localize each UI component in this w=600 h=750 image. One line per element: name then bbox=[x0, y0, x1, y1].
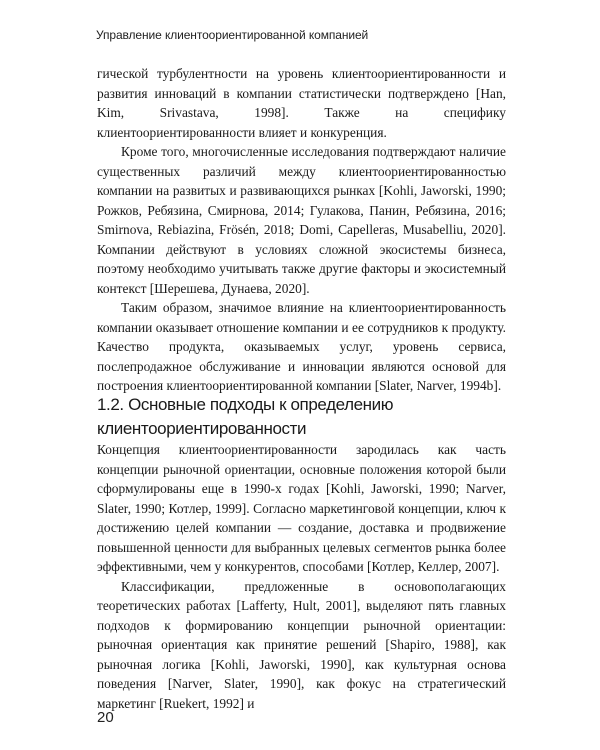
paragraph: Концепция клиентоориентированности зародилась как часть концепции рыночной ориентации, основные положения которой были сформулированы еще в 1990-х годах [Kohli, Jaworski, 1990; Narver, Slater, 1990; Котлер, 1999]. Согласно маркетинговой концепции, ключ к достижению целей компании — создание, доставка и продвижение повышенной ценности для выбранных целевых сегментов рынка более эффективными, чем у конкурентов, способами [Котлер, Келлер, 2007]. bbox=[97, 442, 506, 574]
text-block-before-section bbox=[97, 64, 506, 396]
paragraph-continuation: гической турбулентности на уровень клиентоориентированности и развития инноваций в компании статистически подтверждено [Han, Kim, Srivastava, 1998]. Также на специфику клиентоориентированности влияет и конкуренция. bbox=[97, 66, 506, 140]
paragraph: Кроме того, многочисленные исследования подтверждают наличие существенных различий между клиентоориентированностью компании на развитых и развивающихся рынках [Kohli, Jaworski, 1990; Рожков, Ребязина, Смирнова, 2014; Гулакова, Панин, Ребязина, 2016; Smirnova, Rebiazina, Frösén, 2018; Domi, Capelleras, Musabelliu, 2020]. Компании действуют в условиях сложной экосистемы бизнеса, поэтому необходимо учитывать также другие факторы и экосистемный контекст [Шерешева, Дунаева, 2020]. bbox=[97, 144, 506, 296]
paragraph: Таким образом, значимое влияние на клиентоориентированность компании оказывает отношение компании и ее сотрудников к продукту. Качество продукта, оказываемых услуг, уровень сервиса, послепродажное обслуживание и инновации являются основой для построения клиентоориентированной компании [Slater, Narver, 1994b]. bbox=[97, 300, 506, 393]
section-heading: 1.2. Основные подходы к определению клиентоориентированности bbox=[97, 395, 394, 438]
paragraph: Классификации, предложенные в основополагающих теоретических работах [Lafferty, Hult, 2001], выделяют пять главных подходов к формированию концепции рыночной ориентации: рыночная ориентация как принятие решений [Shapiro, 1988], как рыночная логика [Kohli, Jaworski, 1990], как культурная основа поведения [Narver, Slater, 1990], как фокус на стратегический маркетинг [Ruekert, 1992] и bbox=[97, 578, 506, 711]
running-header: Управление клиентоориентированной компанией bbox=[96, 28, 369, 42]
page-number: 20 bbox=[97, 709, 114, 726]
text-block-after-section bbox=[97, 440, 506, 713]
